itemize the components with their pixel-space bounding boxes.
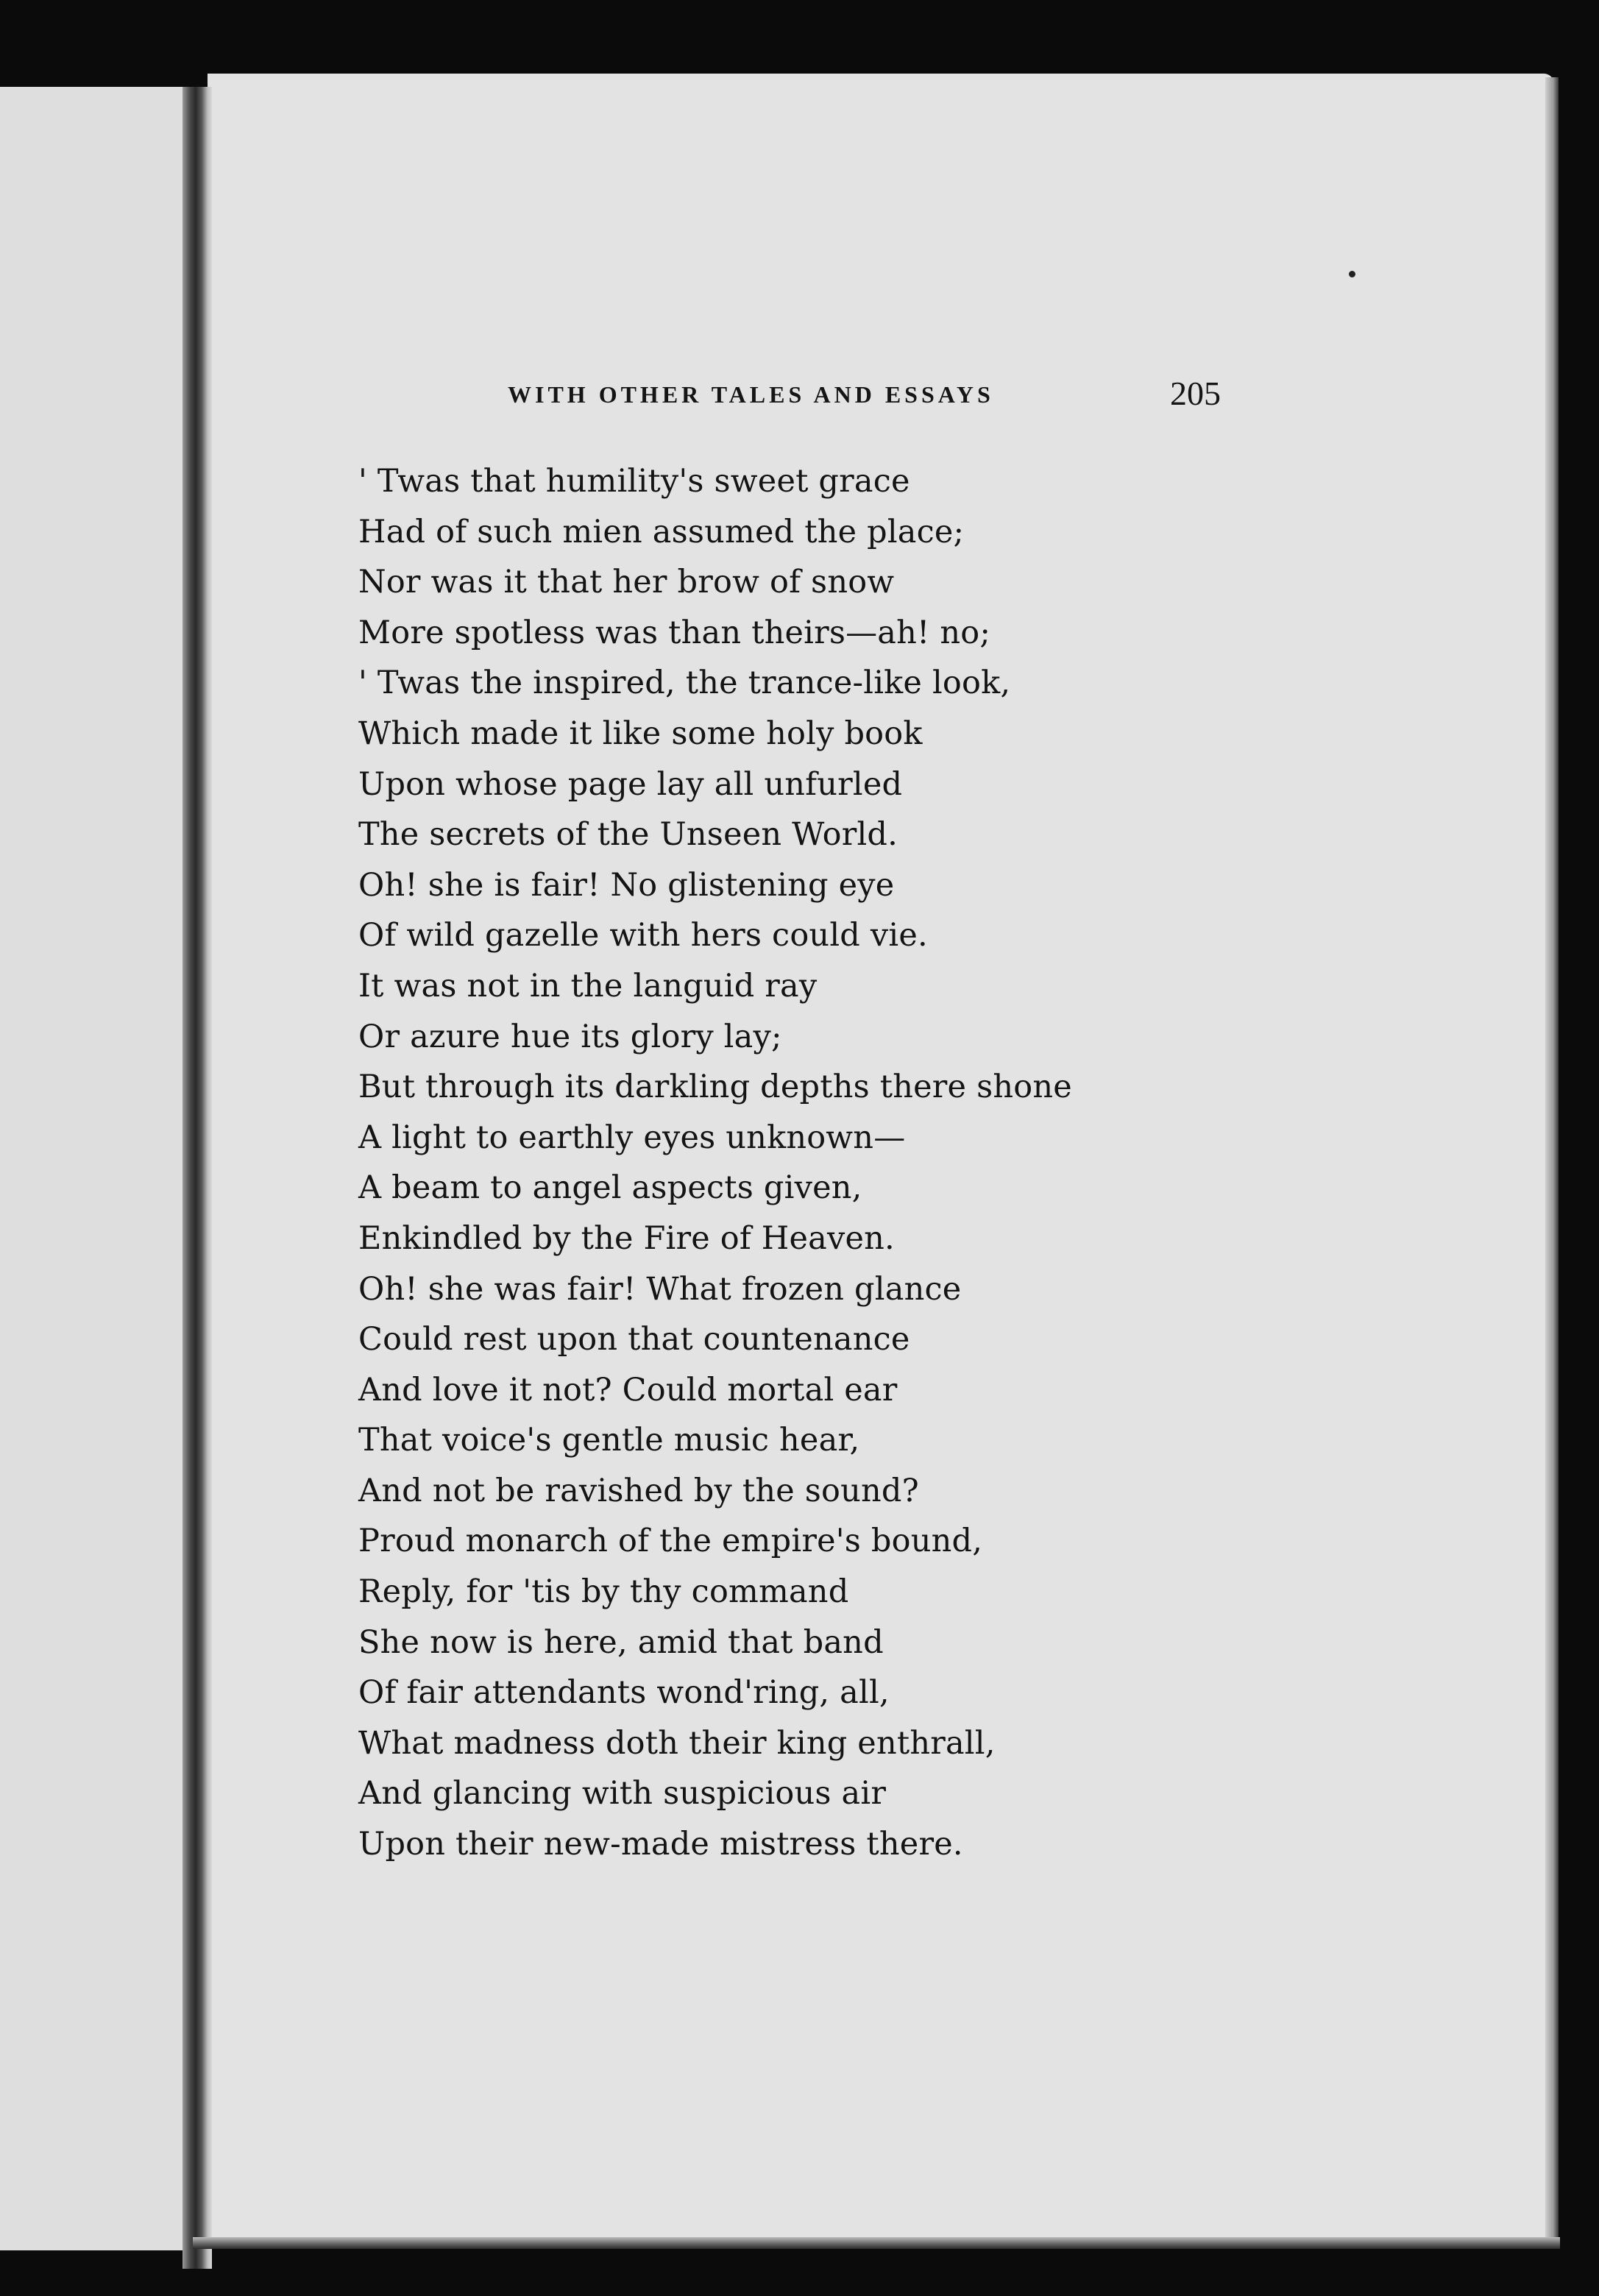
poem-line: ' Twas that humility's sweet grace <box>358 463 910 500</box>
book-gutter <box>182 87 212 2269</box>
page-number: 205 <box>1170 375 1221 412</box>
poem-line: Reply, for 'tis by thy command <box>358 1573 849 1611</box>
poem-line: That voice's gentle music hear, <box>358 1422 860 1459</box>
poem-line: More spotless was than theirs—ah! no; <box>358 614 991 651</box>
poem-line: She now is here, amid that band <box>358 1623 884 1661</box>
page-bottom-edge <box>193 2237 1560 2249</box>
poem-line: Of fair attendants wond'ring, all, <box>358 1674 890 1712</box>
poem-line: Which made it like some holy book <box>358 715 923 752</box>
poem-line: And love it not? Could mortal ear <box>358 1371 898 1409</box>
poem-line: A beam to angel aspects given, <box>358 1169 862 1207</box>
poem-line: The secrets of the Unseen World. <box>358 816 898 854</box>
poem-line: Upon whose page lay all unfurled <box>358 765 903 803</box>
page-right-edge <box>1545 77 1559 2244</box>
poem-line: A light to earthly eyes unknown— <box>358 1119 906 1156</box>
poem-line: But through its darkling depths there shone <box>358 1069 1072 1106</box>
poem-line: Could rest upon that countenance <box>358 1321 910 1358</box>
poem-line: Of wild gazelle with hers could vie. <box>358 917 928 954</box>
previous-page-edge <box>0 87 193 2250</box>
poem-line: And not be ravished by the sound? <box>358 1472 919 1509</box>
poem-line: Had of such mien assumed the place; <box>358 513 965 550</box>
poem-line: Oh! she is fair! No glistening eye <box>358 866 895 904</box>
poem-line: Enkindled by the Fire of Heaven. <box>358 1219 895 1257</box>
poem-text <box>358 456 1072 1870</box>
poem-line: Proud monarch of the empire's bound, <box>358 1523 983 1560</box>
poem-line: It was not in the languid ray <box>358 967 818 1005</box>
poem-line: What madness doth their king enthrall, <box>358 1724 996 1762</box>
poem-line: And glancing with suspicious air <box>358 1775 887 1813</box>
poem-line: Upon their new-made mistress there. <box>358 1826 963 1863</box>
ink-speck <box>1349 271 1355 277</box>
running-head: WITH OTHER TALES AND ESSAYS <box>508 381 994 408</box>
poem-line: ' Twas the inspired, the trance-like look, <box>358 665 1011 702</box>
poem-line: Or azure hue its glory lay; <box>358 1018 782 1055</box>
poem-line: Nor was it that her brow of snow <box>358 564 895 601</box>
poem-line: Oh! she was fair! What frozen glance <box>358 1270 962 1308</box>
